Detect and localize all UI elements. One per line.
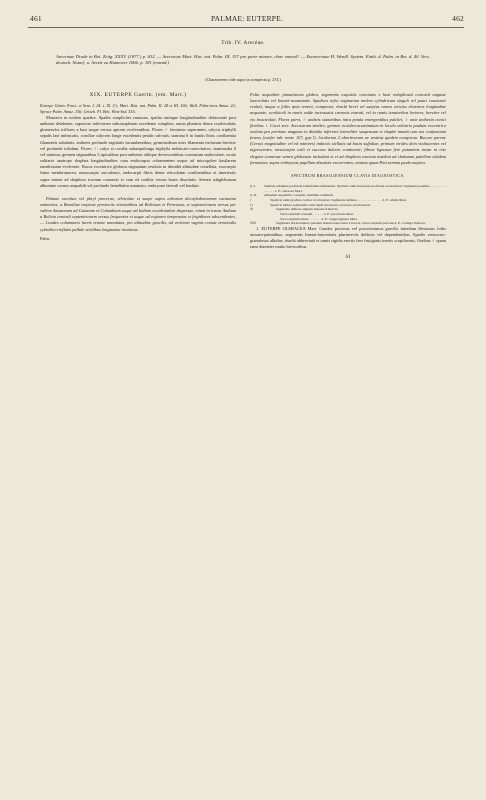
clavis-text: Spadicis rami graciles, leviter scrobiculati. Segmenta deflexa . . . . . . . . . . . . . . 2. E. edulis Mart.: [270, 198, 408, 202]
clavis-mark: §. II.: [250, 193, 257, 198]
paragraph-gap: [40, 189, 236, 196]
clavis-key: [250, 184, 446, 226]
clavis-mark: §. I.: [250, 184, 256, 189]
clavis-text: Sarcocarpium crassum . . . . . . 3. E. precatoria Mart.: [280, 211, 355, 216]
tribe-citation: Areceinae Drude in Bot. Zeitg. XXXV. (1877.) p. 632. — Areceinae Mart. Hist. nat. Palm. III. 157 pro parte minore, char. emend.! — Euareceinae H. Wendl. System. Einth. d. Palm. in Ber. d. 40. Vers. deutsch. Naturf. u. Aerzte zu Hannover 1866. p. 181 (emend.).: [56, 54, 430, 66]
clavis-mark: †: [250, 198, 252, 202]
genus-citation: Euterpe Gärtn. Fruct. et Sem. I. 24. t. IX. (!); Mart. Hist. nat. Palm. II. 28 et III. 166; Wall. Palm-trees Amaz. 22; Spruce Palm. Amaz. 156; Griseb. Fl. Brit. West-Ind. 516.: [40, 103, 236, 115]
clavis-mark: ⊙: [250, 207, 253, 212]
left-column: [40, 92, 236, 242]
running-head: [30, 14, 464, 28]
clavis-text: Segmenta horizontaliter patentia lineari-lanceolata 5-nervia. Sarcocarpium parvum 4. E. Catinga Wallace.: [276, 221, 426, 226]
page-number-right: 462: [452, 14, 464, 23]
clavis-mark: ††: [250, 202, 254, 207]
clavis-title: SPECTRUM BRASILIENSIUM CLAVIS DIAGNOSTICA.: [290, 172, 406, 178]
signature-number: 61: [345, 254, 351, 260]
page-number-left: 461: [30, 14, 42, 23]
species-description: 1. EUTERPE OLERACEA Mart. Caudex procerus vel procerissimus gracilis interdum flexuosus foliis arcuato-patentibus, segmentis lineari-lanceolatis plurinerviis deflexis vel dependentibus. Spadix verrucoso-granulosus albidus, rhachi abbreviatâ et ramis rigidis erectis fere fastigiatis inertis scopiformis, floribus ♀ quam rami diameter multo brevioribus: [250, 225, 446, 250]
genus-continued: Folia aequaliter pinnatisecta glabra, segmentis exquisite conciunis e basi reduplicatâ concavâ anguste lanceolatis vel lineari-acuminatis. Spadices infra vaginarum molem cylindricum singuli vel pauci coaetanei evoluti, itaque a foliis ipsis remoti, compressi, rhachi brevi vel saepius ramos strictos eburneos longitudine aequante; scrobiculi in ramis valde incrassatis carnosis exarati, vel in ramis tenuioribus leviores, breviter vel vix bracteolati. Flores parvi, ♂ antheis staminibus intra petala emergentibus pulchri, ♀ ante anthesin conici floribus ♀ Cocei sect. Arecastrum similes; germen ocoideo-acuminatum in loculo solitario paulum excentrico ovulum pro portione magnum in dimidio inferiore lateraliter suspensum et rhaphe innatâ cum axi conjunctum foveas (confer tab. nostr. 107, gyn.!); loculorum 2 abortivorum ne vestitus quidem conspicua. Baccae parvae (Cerasi magnitudine vel eâ minores) induviis stellatis ad basin suffultae, primum virides dein violascentes vel nigrescentes, mesocarpio exili et succoso dulcem continente; fibrae lignosae fere putaminis instar in rete elegans connexae semen globosum includunt et ei ad rhapheos tractum insident ad chalazam patellam solidam formantes, supra embryonis papillam dissolute excurrentes; semina quam Pini semina paulo majora.: [250, 92, 446, 165]
habitat-paragraph: Palmae excelsae vel pbryl procerae, silvicolae et saepe supra arborum dicotyledonearum cacumina eminentes, a Brasiliae tropicae provinciis orientalibus ad Boliviam et Peruviam, et septentrionem versus per vallem Amazonum ad Guianam et Columbiam usque ad Indiam occidentalem dispersae, etiam in tractu Andium a Bolivia centrali septentrionem versus frequentes et usque ad regiones temperatas et frigidiores adscendentes. — Caudex columnaris laevis remote annulatus, pro altitudine gracilis, ad verticem vaginis comae terminalis cylindrico-inflatis pallide viridibus longissime involutus.: [40, 195, 236, 232]
running-title: PALMAE: EUTERPE.: [210, 14, 284, 23]
clavis-text: Albumen aequabile corneum, subtiliter radiatum.: [264, 193, 334, 198]
clavis-row: [250, 184, 446, 193]
clavis-text: Sarcocarpium tenue . . . . . . . 4. E. longevaginata Mart.: [280, 216, 358, 221]
signature-mark: Palm.: [40, 235, 50, 241]
genus-heading: XIX. EUTERPE Gaertn. (em. Mart.): [89, 92, 187, 98]
header-rule: [28, 27, 464, 28]
clavis-text: Segmenta deflexa anguste linearia trinervia.: [276, 207, 339, 212]
right-column: [250, 92, 446, 261]
genus-description: Monoeca in eodem spadice. Spadix simpliciter ramosus, spatha utrinque longitudinaliter dehiscente post anthesin delabente, superiore inferiorem subcompletam excedente completa, ramis plurimis dense scrobiculatis glomerulos triflores a basi usque versus apicem evolventibus. Flores ♂ femineos superantes, calycis triphylli sepalis late imbricatis, corollae calycem longe excedentis petalis valvatis; stamina 6 in fundo floris confluentia filamentis subulatis, antheris profunde sagittatis incumbentibus; germinodium inter filamenta inclusum breviter vel profunde trifidum. Flores ♀: calyx et corolla subaequilonga triphylla imbricato-convolutiva; staminodia 0 vel minima; germen stigmatibus 3 apiculibus post anthesin oblique decrescentibus coronatum uniloculare, ovulo solitario anatropo rhaphea longitudinaliter cum endocarpio cohaerentem usque ad micropylen basilarem ramificatam evolvente. Bacca excentrice globosa stigmatum residuis in dimidiâ altitudine rostellata, exocarpio firme membranaceo, mesocarpio succulento, endocarpii fibris dense reticulatim confluentibus et intertextis supra semen ad rhapheos tractum connexis et cum eâ coalitis versus basin dissolutis. Semen subglobosum albumine corneo aequabili vel profunde lamellatim ruminato, embryone laterali vel basilari.: [40, 114, 236, 188]
tribe-note: (Characterem vide supra in conspectu p. 274.): [205, 77, 281, 82]
clavis-text: Spadicis albido-tomentelli rami rigidi incrassati, excavato-scrobiculati.: [270, 202, 371, 207]
tribe-heading: Trib. IV. Arecéae.: [221, 40, 265, 46]
clavis-text: Seminis albumen profunde lamellatim ruminatum. Spadicis rami incrassati profunde scrobiculati. Segmenta pendula . . . . . . . . . . . . . . . 1. E. oleracea Mart.: [264, 184, 446, 193]
clavis-mark: ⊙⊙: [250, 221, 256, 226]
